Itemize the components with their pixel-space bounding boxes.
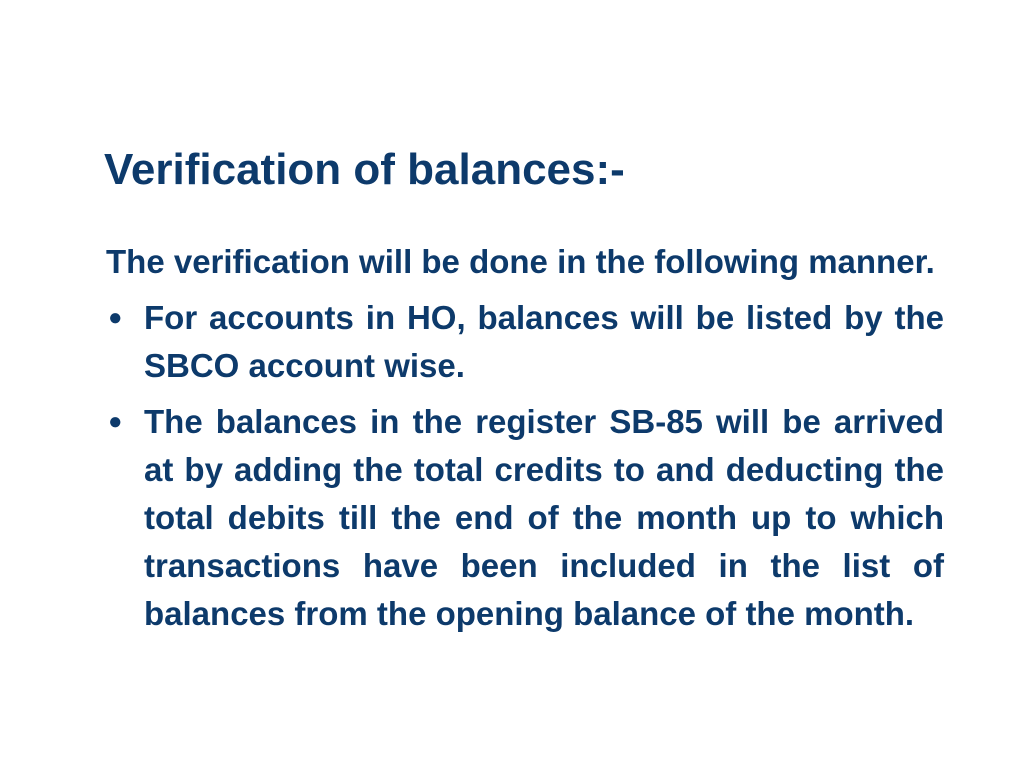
bullet-item [106, 294, 944, 390]
slide-body [106, 238, 944, 646]
slide-title: Verification of balances:- [104, 145, 625, 194]
intro-paragraph: The verification will be done in the following manner. [106, 243, 935, 280]
bullet-text: The balances in the register SB-85 will be arrived at by adding the total credits to and deducting the total debits till the end of the month up to which transactions have been included in the list of balances from the opening balance of the month. [144, 403, 944, 632]
bullet-icon: ● [108, 304, 123, 331]
bullet-text: For accounts in HO, balances will be listed by the SBCO account wise. [144, 299, 944, 384]
bullet-icon: ● [108, 408, 123, 435]
bullet-item [106, 398, 944, 638]
